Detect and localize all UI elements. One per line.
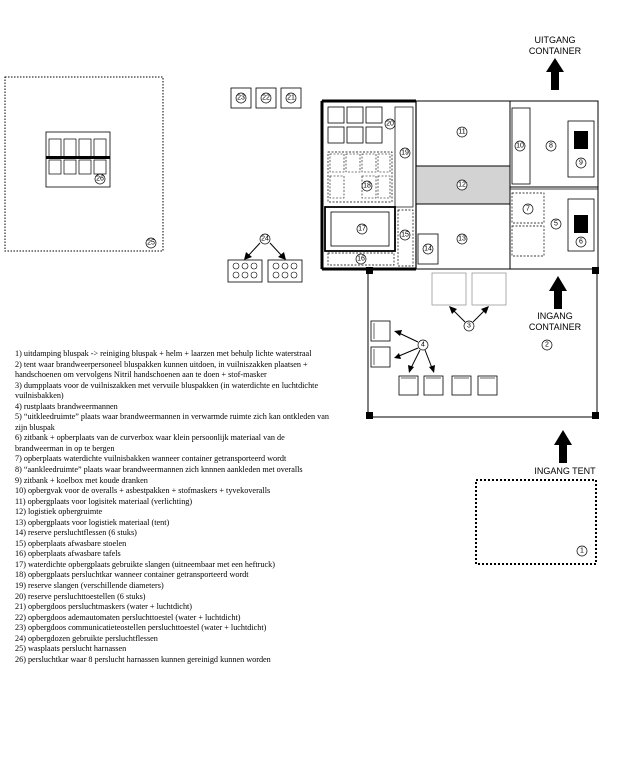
marker-11-text: 11 (458, 128, 466, 136)
legend-item-5: 5) “uitkleedruimte” plaats waar brandweermannen in verwarmde ruimte zich kan ontkleden van zijn bluspak (15, 412, 329, 432)
legend-item-19: 19) reserve slangen (verschillende diameters) (15, 581, 164, 591)
legend-item-20: 20) reserve persluchttoestellen (6 stuks) (15, 591, 146, 601)
legend-item-13: 13) opbergplaats voor logistiek materiaal (tent) (15, 517, 170, 527)
entrance-container-label-line2: CONTAINER (528, 322, 582, 332)
marker-20-text: 20 (386, 120, 394, 128)
entrance-tent-label: INGANG TENT (534, 466, 596, 476)
marker-14-text: 14 (424, 245, 432, 253)
marker-7-text: 7 (526, 205, 530, 213)
legend-item-7: 7) opberplaats waterdichte vuilnisbakken wanneer container getransporteerd wordt (15, 454, 287, 464)
legend-item-10: 10) opbergvak voor de overalls + asbestpakken + stofmaskers + tyvekoveralls (15, 486, 271, 496)
marker-17-text: 17 (358, 225, 366, 233)
marker-16-text: 16 (357, 255, 365, 263)
legend-item-23: 23) opbergdoos communicatieteostellen persluchttoestel (water + luchtdicht) (15, 623, 267, 633)
marker-2-text: 2 (545, 341, 549, 349)
marker-24-text: 24 (261, 235, 269, 243)
legend-item-22: 22) opbergdoos ademautomaten persluchttoestel (water + luchtdicht) (15, 612, 241, 622)
marker-1-text: 1 (580, 547, 584, 555)
used-cylinder-boxes (228, 234, 302, 282)
legend-item-1: 1) uitdamping bluspak -> reiniging bluspak + helm + laarzen met behulp lichte waterstraal (15, 349, 312, 358)
marker-3-text: 3 (467, 322, 471, 330)
entrance-container-label-line1: INGANG (537, 311, 573, 321)
logistics-container (322, 101, 598, 269)
marker-12-text: 12 (458, 181, 466, 189)
legend-item-3: 3) dumpplaats voor de vuilniszakken met vervuile bluspakken (in waterdichte en luchtdichte vuilnisbakken) (15, 380, 319, 401)
legend-item-17: 17) waterdichte opbergplaats gebruikte slangen (uitneembaar met een heftruck) (15, 559, 275, 569)
legend-item-24: 24) opbergdozen gebruikte persluchtflessen (15, 633, 158, 643)
legend-item-14: 14) reserve persluchtflessen (6 stuks) (15, 528, 137, 538)
legend-item-11: 11) opbergplaats voor logisitek materiaal (verlichting) (15, 496, 193, 506)
legend-item-2: 2) tent waar brandweerpersoneel bluspakken kunnen uitdoen, in vuilniszakken plaatsen + handschoenen om vervolgens Nitril handschoenen aan te doen + stof-masker (15, 359, 308, 380)
marker-6-text: 6 (579, 238, 583, 246)
exit-label-line1: UITGANG (534, 35, 576, 45)
legend-item-16: 16) opberplaats afwasbare tafels (15, 549, 121, 559)
entrance-container-arrow-icon (549, 276, 567, 309)
harness-wash-area (5, 77, 163, 251)
marker-22-text: 22 (262, 94, 270, 102)
legend-item-21: 21) opbergdoos persluchtmaskers (water + luchtdicht) (15, 602, 193, 612)
marker-5-text: 5 (554, 220, 558, 228)
legend-item-6: 6) zitbank + opberplaats van de curverbox waar klein persoonlijk materiaal van de brandweerman in op te bergen (15, 433, 285, 453)
legend-item-25: 25) wasplaats perslucht harnassen (15, 644, 127, 654)
marker-9-text: 9 (579, 159, 583, 167)
exit-label-line2: CONTAINER (528, 46, 582, 56)
legend-item-4: 4) rustplaats brandweermannen (15, 401, 118, 411)
marker-19-text: 19 (401, 149, 409, 157)
marker-23-text: 23 (237, 94, 245, 102)
marker-26-text: 26 (96, 175, 104, 183)
marker-25-text: 25 (147, 239, 155, 247)
marker-13-text: 13 (458, 235, 466, 243)
marker-10-text: 10 (516, 142, 524, 150)
legend-item-8: 8) “aankleedruimte” plaats waar brandweermannen zich knnnen aankleden met overalls (15, 465, 303, 475)
exit-arrow-icon (546, 58, 564, 90)
legend-item-26: 26) persluchtkar waar 8 perslucht harnassen kunnen gereinigd kunnen worden (15, 654, 271, 664)
legend-item-18: 18) opbergplaats persluchtkar wanneer container getransporteerd wordt (15, 570, 249, 580)
legend-item-12: 12) logistiek opbergruimte (15, 507, 103, 517)
legend-item-9: 9) zitbank + koelbox met koude dranken (15, 475, 148, 485)
marker-8-text: 8 (549, 142, 553, 150)
marker-21-text: 21 (287, 94, 295, 102)
marker-15-text: 15 (401, 231, 409, 239)
marker-4-text: 4 (421, 341, 425, 349)
marker-18-text: 18 (363, 182, 371, 190)
legend-list (15, 349, 335, 665)
entrance-tent-arrow-icon (554, 430, 572, 463)
legend-item-15: 15) opberplaats afwasbare stoelen (15, 538, 127, 548)
